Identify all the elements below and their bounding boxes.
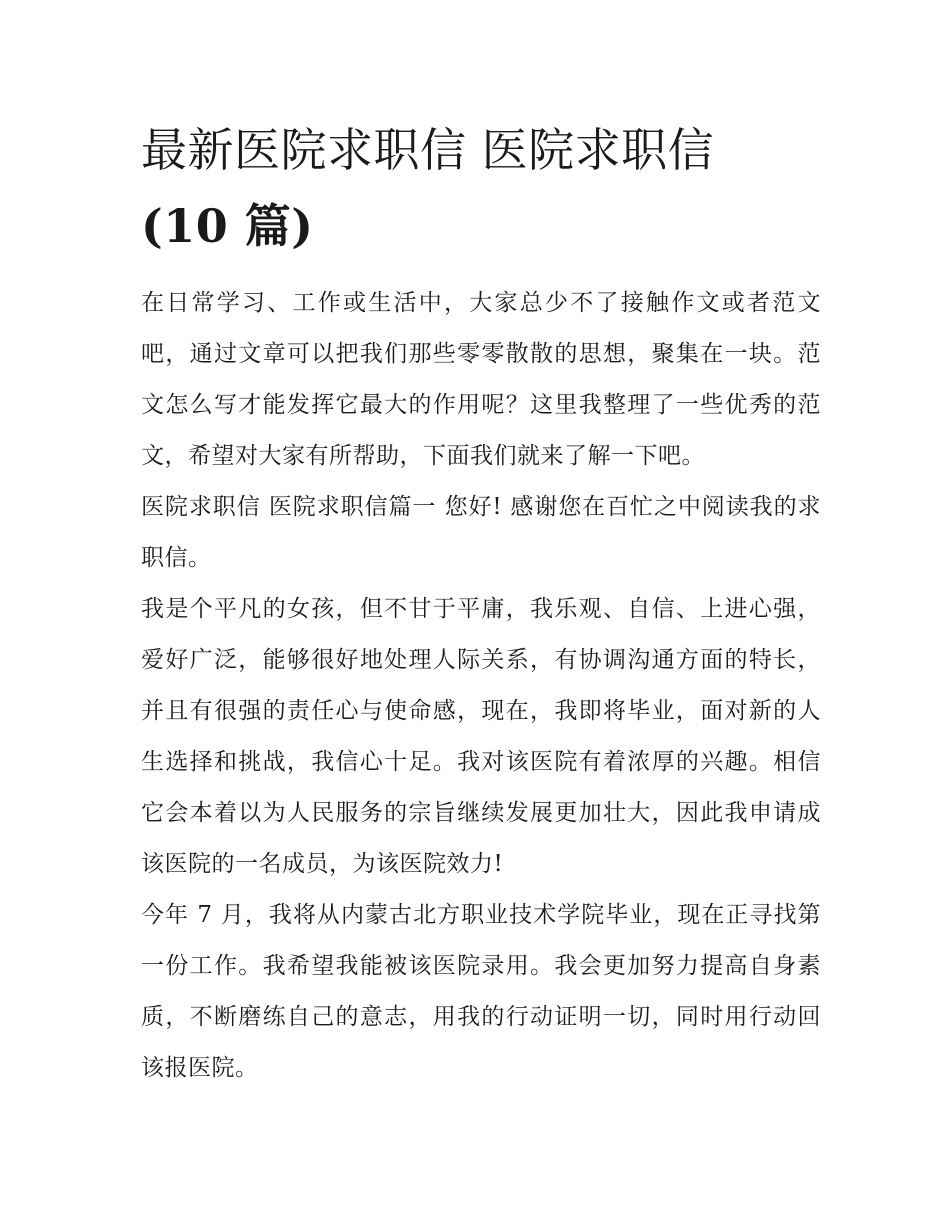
title-count: (10 篇) [141,199,314,253]
paragraph-self-introduction: 我是个平凡的女孩，但不甘于平庸，我乐观、自信、上进心强，爱好广泛，能够很好地处理人际关系，有协调沟通方面的特长，并且有很强的责任心与使命感，现在，我即将毕业，面对新的人生选择和挑战，我信心十足。我对该医院有着浓厚的兴趣。相信它会本着以为人民服务的宗旨继续发展更加壮大，因此我申请成该医院的一名成员，为该医院效力! [141,596,821,877]
title-main: 最新医院求职信 医院求职信 [141,123,715,177]
paragraph-graduation: 今年 7 月，我将从内蒙古北方职业技术学院毕业，现在正寻找第一份工作。我希望我能被该医院录用。我会更加努力提高自身素质，不断磨练自己的意志，用我的行动证明一切，同时用行动回该报医院。 [141,902,821,1081]
document-body [141,112,821,1094]
paragraph-intro: 在日常学习、工作或生活中，大家总少不了接触作文或者范文吧，通过文章可以把我们那些零零散散的思想，聚集在一块。范文怎么写才能发挥它最大的作用呢？这里我整理了一些优秀的范文，希望对大家有所帮助，下面我们就来了解一下吧。 [141,290,821,469]
paragraph-greeting: 医院求职信 医院求职信篇一 您好! 感谢您在百忙之中阅读我的求职信。 [141,494,821,571]
document-title [141,112,821,264]
